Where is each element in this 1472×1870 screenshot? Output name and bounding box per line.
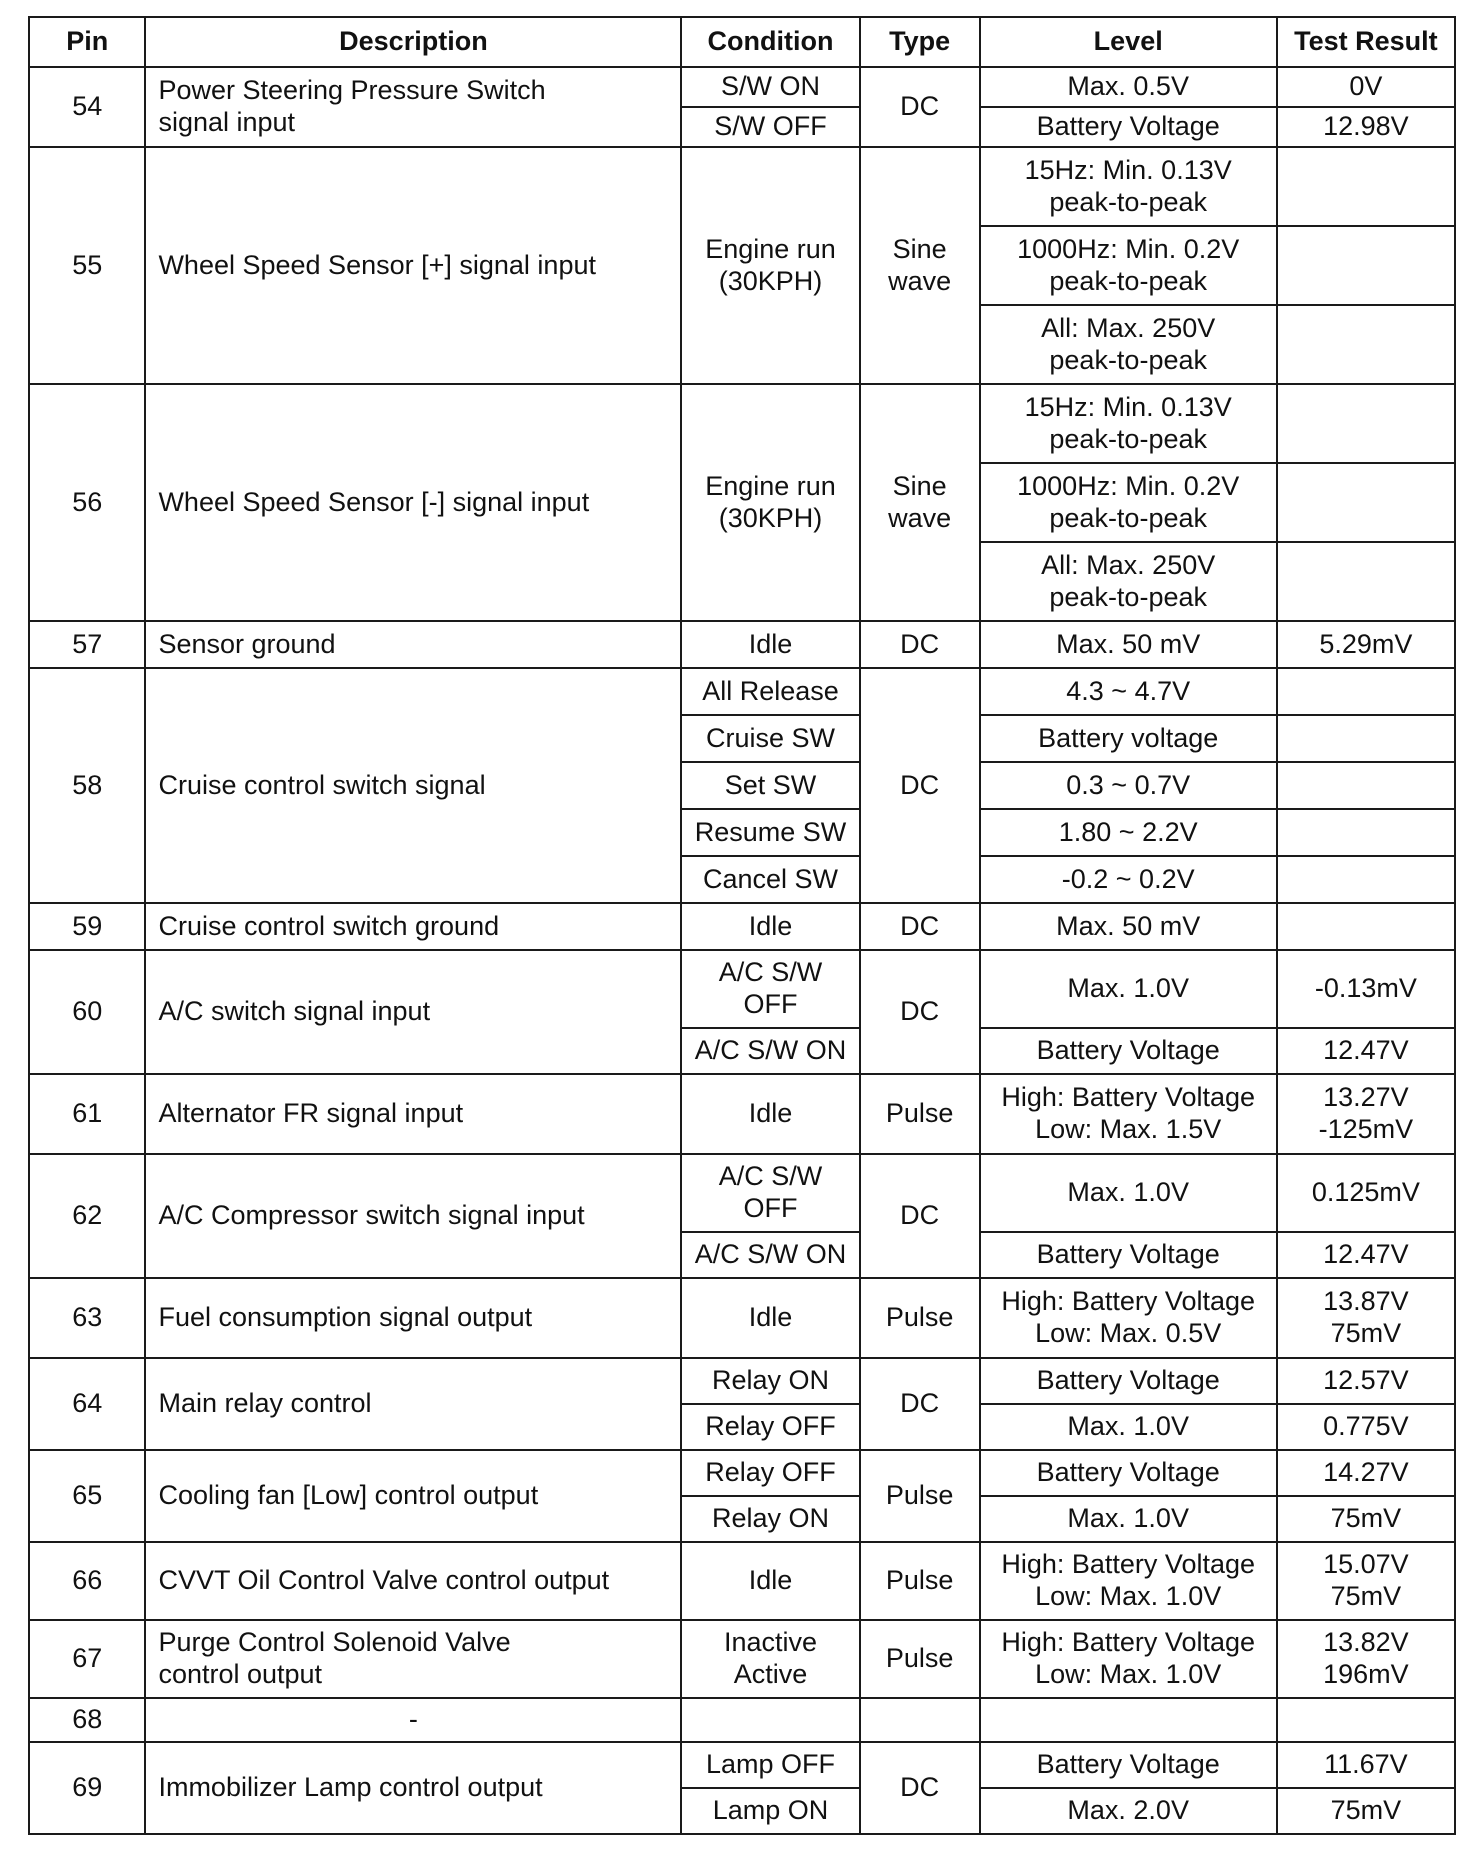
level-cell: 0.3 ~ 0.7V	[980, 762, 1277, 809]
header-pin: Pin	[29, 17, 145, 67]
pin-description: A/C switch signal input	[145, 950, 681, 1074]
level-cell	[980, 1698, 1277, 1742]
level-cell: Battery Voltage	[980, 107, 1277, 147]
level-cell: Max. 1.0V	[980, 1404, 1277, 1450]
level-cell: 4.3 ~ 4.7V	[980, 668, 1277, 715]
table-row	[29, 903, 1455, 950]
table-row	[29, 950, 1455, 1028]
pin-number: 68	[29, 1698, 145, 1742]
condition-cell: Relay OFF	[681, 1450, 859, 1496]
pin-number: 62	[29, 1154, 145, 1278]
pin-number: 64	[29, 1358, 145, 1450]
result-cell	[1277, 856, 1455, 903]
pin-number: 67	[29, 1620, 145, 1698]
level-cell: High: Battery Voltage Low: Max. 1.5V	[980, 1074, 1277, 1154]
table-row	[29, 1450, 1455, 1496]
condition-cell: Engine run (30KPH)	[681, 147, 859, 384]
type-cell: DC	[860, 950, 980, 1074]
pin-table	[28, 16, 1456, 1835]
condition-cell: Relay ON	[681, 1496, 859, 1542]
result-cell: 15.07V 75mV	[1277, 1542, 1455, 1620]
pin-number: 58	[29, 668, 145, 903]
pin-description: Wheel Speed Sensor [+] signal input	[145, 147, 681, 384]
result-cell	[1277, 762, 1455, 809]
result-cell: 0V	[1277, 67, 1455, 107]
pin-description: Purge Control Solenoid Valve control output	[145, 1620, 681, 1698]
header-test-result: Test Result	[1277, 17, 1455, 67]
pin-number: 63	[29, 1278, 145, 1358]
level-cell: Max. 1.0V	[980, 950, 1277, 1028]
level-cell: -0.2 ~ 0.2V	[980, 856, 1277, 903]
condition-cell: A/C S/W ON	[681, 1232, 859, 1278]
level-cell: Battery voltage	[980, 715, 1277, 762]
type-cell: Sine wave	[860, 384, 980, 621]
header-description: Description	[145, 17, 681, 67]
level-cell: Max. 2.0V	[980, 1788, 1277, 1834]
header-row	[29, 17, 1455, 67]
level-cell: Battery Voltage	[980, 1358, 1277, 1404]
condition-cell: Inactive Active	[681, 1620, 859, 1698]
type-cell: Sine wave	[860, 147, 980, 384]
type-cell: DC	[860, 621, 980, 668]
result-cell: 12.98V	[1277, 107, 1455, 147]
condition-cell: S/W OFF	[681, 107, 859, 147]
pin-description: Cruise control switch signal	[145, 668, 681, 903]
pin-number: 60	[29, 950, 145, 1074]
level-cell: Max. 1.0V	[980, 1154, 1277, 1232]
level-cell: High: Battery Voltage Low: Max. 1.0V	[980, 1620, 1277, 1698]
pin-number: 54	[29, 67, 145, 147]
result-cell	[1277, 903, 1455, 950]
table-row	[29, 1620, 1455, 1698]
type-cell: Pulse	[860, 1074, 980, 1154]
level-cell: 1000Hz: Min. 0.2V peak-to-peak	[980, 226, 1277, 305]
condition-cell: Idle	[681, 621, 859, 668]
result-cell: 11.67V	[1277, 1742, 1455, 1788]
result-cell: 0.775V	[1277, 1404, 1455, 1450]
level-cell: 15Hz: Min. 0.13V peak-to-peak	[980, 384, 1277, 463]
condition-cell: Relay ON	[681, 1358, 859, 1404]
result-cell	[1277, 1698, 1455, 1742]
condition-cell: Lamp ON	[681, 1788, 859, 1834]
result-cell: 12.47V	[1277, 1232, 1455, 1278]
result-cell	[1277, 542, 1455, 621]
pin-test-sheet	[28, 16, 1456, 1835]
pin-description: Immobilizer Lamp control output	[145, 1742, 681, 1834]
pin-description: Cooling fan [Low] control output	[145, 1450, 681, 1542]
condition-cell: Resume SW	[681, 809, 859, 856]
condition-cell: Engine run (30KPH)	[681, 384, 859, 621]
result-cell: 0.125mV	[1277, 1154, 1455, 1232]
type-cell: DC	[860, 668, 980, 903]
level-cell: Battery Voltage	[980, 1742, 1277, 1788]
table-row	[29, 1358, 1455, 1404]
type-cell: Pulse	[860, 1450, 980, 1542]
condition-cell	[681, 1698, 859, 1742]
table-row	[29, 1278, 1455, 1358]
pin-description: -	[145, 1698, 681, 1742]
table-row	[29, 67, 1455, 107]
type-cell: DC	[860, 67, 980, 147]
table-row	[29, 1154, 1455, 1232]
table-row	[29, 668, 1455, 715]
pin-number: 65	[29, 1450, 145, 1542]
level-cell: High: Battery Voltage Low: Max. 1.0V	[980, 1542, 1277, 1620]
result-cell: 75mV	[1277, 1496, 1455, 1542]
pin-number: 56	[29, 384, 145, 621]
result-cell	[1277, 463, 1455, 542]
condition-cell: Cruise SW	[681, 715, 859, 762]
level-cell: Battery Voltage	[980, 1450, 1277, 1496]
result-cell: 12.57V	[1277, 1358, 1455, 1404]
pin-number: 55	[29, 147, 145, 384]
level-cell: Battery Voltage	[980, 1028, 1277, 1074]
table-row	[29, 621, 1455, 668]
condition-cell: Lamp OFF	[681, 1742, 859, 1788]
result-cell: 13.87V 75mV	[1277, 1278, 1455, 1358]
header-condition: Condition	[681, 17, 859, 67]
table-row	[29, 1742, 1455, 1788]
level-cell: All: Max. 250V peak-to-peak	[980, 305, 1277, 384]
result-cell: -0.13mV	[1277, 950, 1455, 1028]
result-cell	[1277, 384, 1455, 463]
table-row	[29, 384, 1455, 463]
level-cell: 15Hz: Min. 0.13V peak-to-peak	[980, 147, 1277, 226]
table-row	[29, 1074, 1455, 1154]
pin-number: 69	[29, 1742, 145, 1834]
level-cell: Max. 50 mV	[980, 903, 1277, 950]
pin-number: 57	[29, 621, 145, 668]
result-cell	[1277, 226, 1455, 305]
condition-cell: A/C S/W OFF	[681, 950, 859, 1028]
level-cell: 1.80 ~ 2.2V	[980, 809, 1277, 856]
level-cell: Max. 50 mV	[980, 621, 1277, 668]
type-cell: DC	[860, 1742, 980, 1834]
condition-cell: A/C S/W ON	[681, 1028, 859, 1074]
result-cell	[1277, 809, 1455, 856]
result-cell	[1277, 668, 1455, 715]
result-cell: 14.27V	[1277, 1450, 1455, 1496]
condition-cell: A/C S/W OFF	[681, 1154, 859, 1232]
type-cell: Pulse	[860, 1278, 980, 1358]
level-cell: Battery Voltage	[980, 1232, 1277, 1278]
pin-description: Main relay control	[145, 1358, 681, 1450]
condition-cell: Idle	[681, 1542, 859, 1620]
type-cell: DC	[860, 903, 980, 950]
condition-cell: Cancel SW	[681, 856, 859, 903]
result-cell	[1277, 305, 1455, 384]
condition-cell: Idle	[681, 1278, 859, 1358]
result-cell: 75mV	[1277, 1788, 1455, 1834]
pin-description: CVVT Oil Control Valve control output	[145, 1542, 681, 1620]
result-cell: 13.82V 196mV	[1277, 1620, 1455, 1698]
pin-description: Sensor ground	[145, 621, 681, 668]
result-cell: 13.27V -125mV	[1277, 1074, 1455, 1154]
result-cell: 5.29mV	[1277, 621, 1455, 668]
level-cell: Max. 0.5V	[980, 67, 1277, 107]
type-cell: Pulse	[860, 1542, 980, 1620]
pin-description: Fuel consumption signal output	[145, 1278, 681, 1358]
type-cell	[860, 1698, 980, 1742]
pin-number: 61	[29, 1074, 145, 1154]
header-type: Type	[860, 17, 980, 67]
pin-description: Alternator FR signal input	[145, 1074, 681, 1154]
table-row	[29, 1542, 1455, 1620]
condition-cell: S/W ON	[681, 67, 859, 107]
pin-number: 66	[29, 1542, 145, 1620]
condition-cell: Relay OFF	[681, 1404, 859, 1450]
condition-cell: Set SW	[681, 762, 859, 809]
level-cell: All: Max. 250V peak-to-peak	[980, 542, 1277, 621]
level-cell: Max. 1.0V	[980, 1496, 1277, 1542]
result-cell: 12.47V	[1277, 1028, 1455, 1074]
table-row	[29, 1698, 1455, 1742]
condition-cell: Idle	[681, 1074, 859, 1154]
pin-description: A/C Compressor switch signal input	[145, 1154, 681, 1278]
result-cell	[1277, 147, 1455, 226]
pin-description: Power Steering Pressure Switch signal input	[145, 67, 681, 147]
condition-cell: Idle	[681, 903, 859, 950]
level-cell: High: Battery Voltage Low: Max. 0.5V	[980, 1278, 1277, 1358]
table-row	[29, 147, 1455, 226]
pin-description: Cruise control switch ground	[145, 903, 681, 950]
type-cell: DC	[860, 1154, 980, 1278]
pin-description: Wheel Speed Sensor [-] signal input	[145, 384, 681, 621]
result-cell	[1277, 715, 1455, 762]
pin-number: 59	[29, 903, 145, 950]
type-cell: DC	[860, 1358, 980, 1450]
condition-cell: All Release	[681, 668, 859, 715]
type-cell: Pulse	[860, 1620, 980, 1698]
header-level: Level	[980, 17, 1277, 67]
level-cell: 1000Hz: Min. 0.2V peak-to-peak	[980, 463, 1277, 542]
